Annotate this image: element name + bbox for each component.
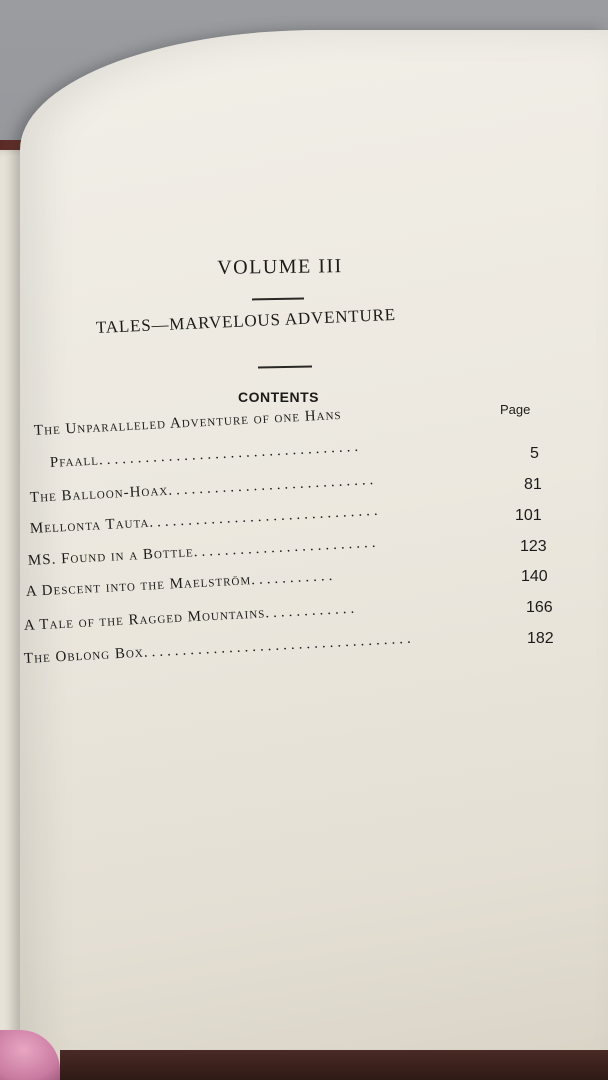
toc-entry-title: The Unparalleled Adventure of one Hans xyxy=(33,406,342,439)
toc-entry-page: 5 xyxy=(530,445,539,462)
toc-entry-page: 140 xyxy=(521,568,548,585)
contents-heading: CONTENTS xyxy=(238,389,319,405)
toc-entry-title: A Tale of the Ragged Mountains............ xyxy=(23,600,359,634)
toc-entry-title: MS. Found in a Bottle........................ xyxy=(27,534,380,569)
toc-entry-page: 81 xyxy=(524,476,542,493)
toc-entry-title: The Balloon-Hoax........................... xyxy=(29,471,378,506)
toc-entry-title: Mellonta Tauta.............................. xyxy=(29,502,382,537)
toc-entry-page: 123 xyxy=(520,538,547,555)
volume-title: VOLUME III xyxy=(217,255,343,279)
toc-entry-page: 182 xyxy=(527,630,554,647)
title-rule xyxy=(252,298,304,301)
toc-entry-title: Pfaall.................................. xyxy=(49,438,363,471)
subtitle: TALES—MARVELOUS ADVENTURE xyxy=(95,304,397,337)
toc-entry-title: A Descent into the Maelström........... xyxy=(25,567,337,600)
toc-entry-page: 166 xyxy=(526,599,553,616)
subtitle-rule xyxy=(258,366,312,369)
toc-entry-page: 101 xyxy=(515,507,542,524)
toc-entry-title: The Oblong Box................................... xyxy=(23,630,416,667)
page-column-heading: Page xyxy=(500,402,531,417)
